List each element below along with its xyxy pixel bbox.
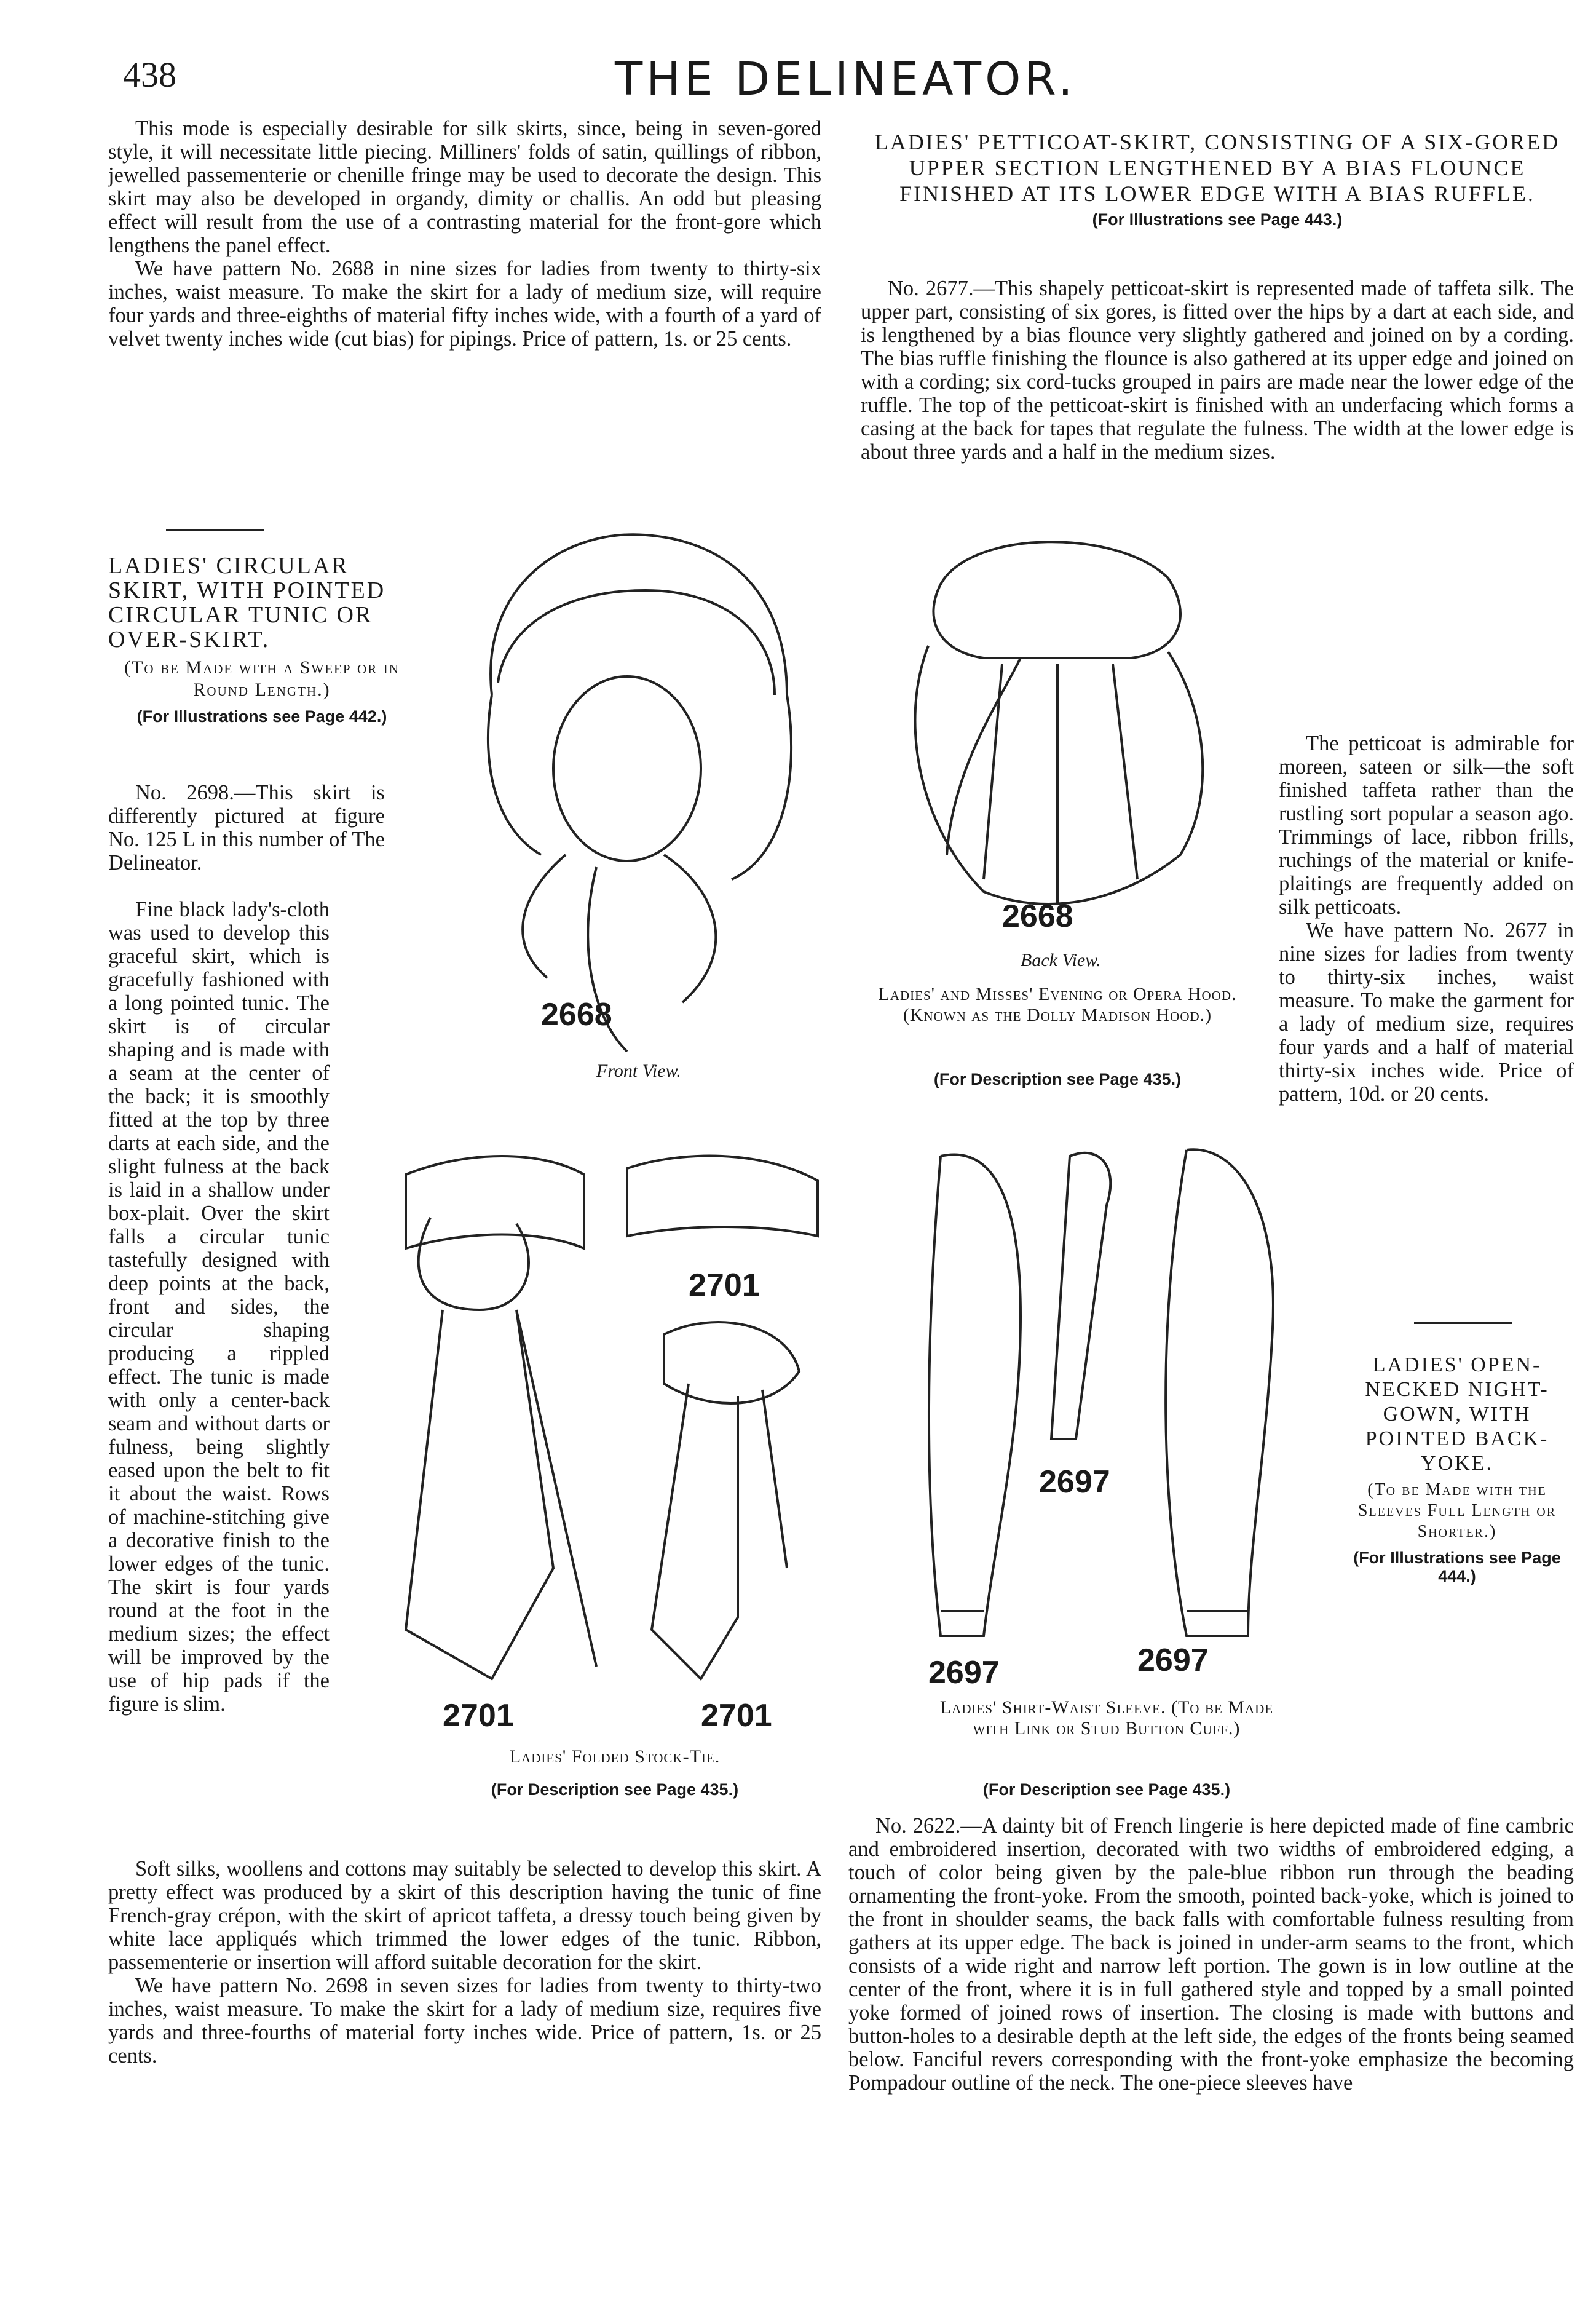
paragraph: Fine black lady's-cloth was used to develop this graceful skirt, which is gracefully fashioned with a long pointed tunic. The skirt is of circular shaping and is made with a seam at the center of the back; it is smoothly fitted at the top by three darts at each side, and the slight fulness at the back is laid in a shallow under box-plait. Over the skirt falls a circular tunic tastefully designed with deep points at the back, front and sides, the circular shaping producing a rippled effect. The tunic is made with only a center-back seam and without darts or fulness, being slightly eased upon the belt to fit it about the waist. Rows of machine-stitching give a decorative finish to the lower edges of the tunic. The skirt is four yards round at the foot in the medium sizes; the effect will be improved by the use of hip pads if the figure is slim. (108, 898, 330, 1716)
masthead-title: THE DELINEATOR. (615, 53, 1077, 106)
stock-collar (406, 1156, 584, 1248)
figure-number: 2697 (1039, 1464, 1110, 1500)
article-2677-header (861, 129, 1574, 229)
article-2698-body-a (108, 781, 385, 874)
article-subheading: (To be Made with the Sleeves Full Length or Shorter.) (1357, 1480, 1557, 1541)
article-subheading: (To be Made with a Sweep or in Round Length.) (124, 657, 400, 700)
article-2698-body-b (108, 898, 330, 1820)
paragraph: No. 2677.—This shapely petticoat-skirt is represented made of taffeta silk. The upper part, consisting of six gores, is fitted over the hips by a dart at each side, and is lengthened by a bias flounce very slightly gathered and joined on by a cording. The bias ruffle finishing the flounce is also gathered at its upper edge and joined on with a cording; six cord-tucks grouped in pairs are made near the lower edge of the ruffle. The top of the petticoat-skirt is finished with an underfacing which forms a casing at the back for tapes that regulate the fulness. The width at the lower edge is about three yards and a half in the medium sizes. (861, 277, 1574, 464)
hood-front-illustration (443, 510, 836, 1064)
figure-number: 2701 (443, 1698, 514, 1734)
article-2677-body-b (1279, 732, 1574, 1106)
article-2677-body-a (861, 277, 1574, 464)
hood-back-illustration (861, 510, 1254, 916)
illustration-ref: (For Illustrations see Page 442.) (136, 707, 387, 726)
hood-lappet (488, 695, 541, 855)
stock-ends (406, 1310, 596, 1679)
figure-view-label: Back View. (1021, 950, 1101, 970)
lace-fall (915, 646, 1203, 904)
sleeve-right (1166, 1149, 1273, 1636)
sleeve-left (929, 1154, 1021, 1636)
figure-number: 2668 (1002, 898, 1073, 934)
stock-bow (419, 1218, 529, 1310)
figure-ref: (For Description see Page 435.) (491, 1780, 739, 1799)
illustration-ref: (For Illustrations see Page 444.) (1353, 1548, 1561, 1585)
figure-caption: Ladies' Folded Stock-Tie. (509, 1746, 721, 1767)
figure-view-label: Front View. (596, 1061, 681, 1081)
article-heading: LADIES' OPEN-NECKED NIGHT-GOWN, WITH POINTED BACK-YOKE. (1365, 1354, 1549, 1475)
article-heading: LADIES' CIRCULAR SKIRT, WITH POINTED CIRCULAR TUNIC OR OVER-SKIRT. (108, 553, 386, 652)
lace-fold (984, 664, 1137, 904)
illustration-ref: (For Illustrations see Page 443.) (1092, 210, 1343, 229)
sleeve-cuff-right (1187, 1611, 1248, 1636)
section-divider (166, 529, 264, 531)
paragraph: This mode is especially desirable for silk skirts, since, being in seven-gored style, it will necessitate little piecing. Milliners' folds of satin, quillings of ribbon, jewelled passementerie or chenille fringe may be used to decorate the design. This skirt may also be developed in organdy, dimity or challis. An odd but pleasing effect will result from the use of a contrasting material for the front-gore which lengthens the panel effect. (108, 117, 821, 257)
figure-number: 2697 (928, 1655, 1000, 1691)
sleeve-strip (1051, 1153, 1110, 1439)
figure-number: 2701 (689, 1267, 760, 1303)
tie-band (664, 1322, 799, 1403)
tie-tails (652, 1384, 787, 1679)
paragraph: No. 2698.—This skirt is differently pictured at figure No. 125 L in this number of The Delineator. (108, 781, 385, 874)
article-2622-header (1340, 1353, 1574, 1585)
hood-crown (933, 542, 1180, 658)
figure-number: 2668 (541, 997, 612, 1033)
paragraph: Soft silks, woollens and cottons may suitably be selected to develop this skirt. A pretty effect was produced by a skirt of this description having the tunic of fine French-gray crépon, with the skirt of apricot taffeta, a dressy touch being given by white lace appliqués which trimmed the lower edges of the tunic. Ribbon, passementerie or insertion will afford suitable decoration for the skirt. (108, 1857, 821, 1974)
paragraph: We have pattern No. 2677 in nine sizes for ladies from twenty to thirty-six inches, waist measure. To make the garment for a lady of medium size, requires four yards and a half of material thirty-six inches wide. Price of pattern, 10d. or 20 cents. (1279, 919, 1574, 1106)
collar-band-side (627, 1156, 818, 1236)
ribbon-tie (947, 658, 1021, 855)
figure-ref: (For Description see Page 435.) (933, 1070, 1182, 1088)
col1-top-text (108, 117, 821, 351)
figure-caption: Ladies' Shirt-Waist Sleeve. (To be Made with Link or Stud Button Cuff.) (939, 1697, 1274, 1738)
article-2698-body-c (108, 1857, 821, 2067)
figure-number: 2701 (701, 1698, 772, 1734)
article-2622-body (848, 1814, 1574, 2095)
article-heading: LADIES' PETTICOAT-SKIRT, CONSISTING OF A SIX-GORED UPPER SECTION LENGTHENED BY A BIAS FLOUNCE FINISHED AT ITS LOWER EDGE WITH A BIAS RUFFLE. (874, 130, 1560, 206)
figure-number: 2697 (1137, 1643, 1209, 1678)
paragraph: The petticoat is admirable for moreen, sateen or silk—the soft finished taffeta rather than the rustling sort popular a season ago. Trimmings of lace, ribbon frills, ruchings of the material or knife-plaitings are frequently added on silk petticoats. (1279, 732, 1574, 919)
figure-ref: (For Description see Page 435.) (982, 1780, 1231, 1799)
paragraph: We have pattern No. 2688 in nine sizes for ladies from twenty to thirty-six inches, waist measure. To make the skirt for a lady of medium size, will require four yards and three-eighths of material fifty inches wide, with a fourth of a yard of velvet twenty inches wide (cut bias) for pipings. Price of pattern, 1s. or 25 cents. (108, 257, 821, 351)
section-divider (1414, 1322, 1512, 1324)
sleeve-cuff-left (941, 1611, 984, 1636)
stock-tie-illustration (393, 1125, 836, 1703)
page-number: 438 (123, 55, 176, 95)
figure-caption: Ladies' and Misses' Evening or Opera Hood. (Known as the Dolly Madison Hood.) (878, 984, 1237, 1025)
paragraph: No. 2622.—A dainty bit of French lingerie is here depicted made of fine cambric and embroidered insertion, decorated with two widths of embroidered edging, a touch of color being given by the pale-blue ribbon run through the beading ornamenting the front-yoke. From the smooth, pointed back-yoke, which is joined to the front in shoulder seams, the back falls with comfortable fulness resulting from gathers at its upper edge. The back is joined in under-arm seams to the front, which consists of a wide right and narrow left portion. The gown is in low outline at the center of the front, where it is in full gathered style and topped by a small pointed yoke formed of joined rows of insertion. The closing is made with buttons and button-holes to a desirable depth at the left side, the edges of the fronts being seamed below. Fanciful revers corresponding with the front-yoke emphasize the becoming Pompadour outline of the neck. The one-piece sleeves have (848, 1814, 1574, 2095)
hood-outline (491, 534, 791, 879)
article-2698-header (108, 553, 416, 726)
hood-ruffle (498, 590, 775, 695)
sleeve-illustration (916, 1132, 1297, 1685)
face-outline (553, 676, 701, 861)
paragraph: We have pattern No. 2698 in seven sizes for ladies from twenty to thirty-two inches, waist measure. To make the skirt for a lady of medium size, requires five yards and three-fourths of material forty inches wide. Price of pattern, 1s. or 25 cents. (108, 1974, 821, 2067)
